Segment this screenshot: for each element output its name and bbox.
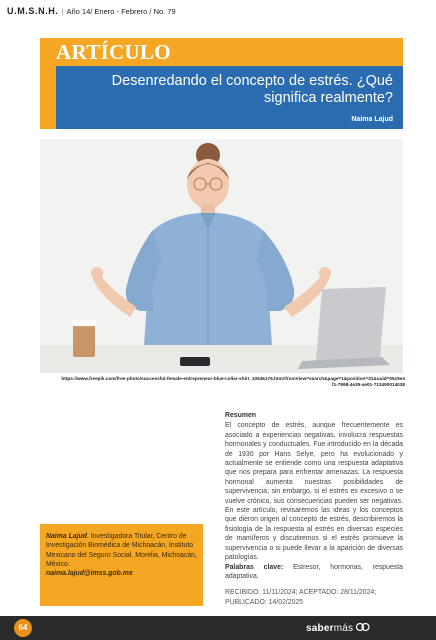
page-footer: [0, 616, 436, 640]
title-line-2: significa realmente?: [264, 90, 393, 106]
section-label: ARTÍCULO: [56, 40, 171, 64]
title-line-1: Desenredando el concepto de estrés. ¿Qué: [111, 73, 393, 89]
page-number: 64: [14, 619, 32, 637]
abstract-body: El concepto de estrés, aunque frecuentemente es asociado a experiencias negativas, involucra respuestas hormonales y conductuales. Fue introducido en la década de 1930 por Hans Selye, pero ha evolucionado y actualmente se entiende como una respuesta adaptativa que nos prepara para enfrentar amenazas. La respuesta hormonal aumenta nuestras posibilidades de supervivencia; sin embargo, si el estrés es excesivo o se vuelve crónico, sus consecuencias pueden ser negativas. En este artículo, revisaremos las ideas y los conceptos que dieron origen al concepto de estrés, describiremos la fisiología de la respuesta al estrés en diversas especies de mamíferos y discutiremos si el estrés promueve la supervivencia o si puede llevar a la aparición de diversas patologías.: [225, 422, 403, 562]
keywords-list: Estresor, hormonas, respuesta adaptativa.: [225, 563, 403, 580]
banner-author: Naima Lajud: [351, 116, 393, 123]
institution-name: U.M.S.N.H.: [7, 6, 59, 16]
running-header: [7, 6, 176, 16]
keywords: [225, 563, 403, 582]
article-banner: [40, 38, 403, 129]
abstract-heading: Resumen: [225, 412, 257, 419]
photo-credit[interactable]: https://www.freepik.com/free-photo/successful-female-entrepreneur-blue-collar-shirt_10546176.htm#fromView=search&page=1&position=31&uuid=05c9e4f1-7998-4e29-ae01-713490014038: [61, 376, 405, 387]
publication-dates: RECIBIDO: 11/11/2024; ACEPTADO: 28/11/2024; PUBLICADO: 14/02/2025: [225, 589, 377, 606]
title-panel: [56, 66, 403, 129]
author-affiliation: . Investigadora Titular, Centro de Investigación Biomédica de Michoacán, Instituto Mexicano del Seguro Social. Morelia, Michoacán, México.: [46, 533, 197, 568]
sabermas-logo-icon: [356, 621, 370, 633]
author-email[interactable]: naima.lajud@imss.gob.mx: [46, 570, 133, 578]
logo-text-saber: saber: [306, 623, 334, 634]
article-photo: [40, 139, 403, 373]
article-title: [73, 73, 393, 107]
author-name: Naima Lajud: [46, 533, 87, 540]
keywords-label: Palabras clave:: [225, 563, 284, 571]
abstract-block: [225, 411, 403, 607]
logo-text-mas: más: [333, 623, 354, 634]
issue-info: Año 14/ Enero - Febrero / No. 79: [66, 7, 176, 16]
author-info-box: [40, 524, 203, 606]
woman-meditating-at-desk-photo: [40, 139, 403, 373]
sabermas-logo: [306, 621, 370, 634]
header-separator: |: [61, 7, 64, 16]
